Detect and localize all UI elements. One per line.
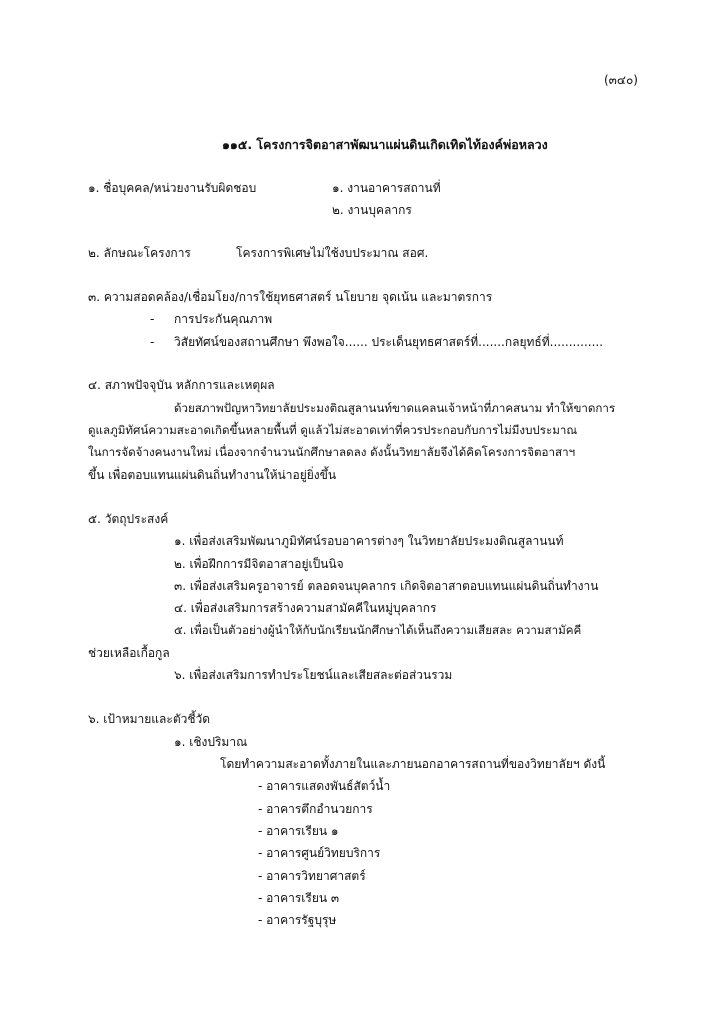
paragraph-line: ด้วยสภาพปัญหาวิทยาลัยประมงติณสูลานนท์ขาดแคลนเจ้าหน้าที่ภาคสนาม ทำให้ขาดการ (174, 401, 616, 415)
objective-item: ๖. เพื่อส่งเสริมการทำประโยชน์และเสียสละต่อส่วนรวม (174, 668, 453, 682)
section-2-value: โครงการพิเศษไม่ใช้งบประมาณ สอศ. (236, 246, 429, 260)
building-list-item: - อาคารเรียน ๑ (258, 824, 339, 838)
building-list-item: - อาคารตึกอำนวยการ (258, 802, 373, 816)
section-1-item: ๑. งานอาคารสถานที่ (332, 181, 441, 195)
objective-item: ๓. เพื่อส่งเสริมครูอาจารย์ ตลอดจนบุคลากร เกิดจิตอาสาตอบแทนแผ่นดินถิ่นทำงาน (174, 579, 599, 593)
bullet-dash: - (150, 335, 155, 349)
building-list-item: - อาคารแสดงพันธ์สัตว์น้ำ (258, 779, 391, 793)
section-3-item: วิสัยทัศน์ของสถานศึกษา พึงพอใจ...... ประเด็นยุทธศาสตร์ที่.......กลยุทธ์ที่.............. (174, 335, 604, 349)
section-6-subheading: ๑. เชิงปริมาณ (174, 735, 248, 749)
bullet-dash: - (150, 312, 155, 326)
section-4-heading: ๔. สภาพปัจจุบัน หลักการและเหตุผล (88, 378, 275, 392)
section-6-heading: ๖. เป้าหมายและตัวชี้วัด (88, 712, 211, 726)
section-6-description: โดยทำความสะอาดทั้งภายในและภายนอกอาคารสถานที่ของวิทยาลัยฯ ดังนี้ (220, 757, 606, 771)
paragraph-line: ในการจัดจ้างคนงานใหม่ เนื่องจากจำนวนนักศึกษาลดลง ดังนั้นวิทยาลัยจึงได้คิดโครงการจิตอาสาฯ (88, 445, 576, 459)
section-1-item: ๒. งานบุคลากร (332, 203, 412, 217)
objective-item-continuation: ช่วยเหลือเกื้อกูล (88, 646, 170, 660)
building-list-item: - อาคารศูนย์วิทยบริการ (258, 846, 381, 860)
paragraph-line: ขึ้น เพื่อตอบแทนแผ่นดินถิ่นทำงานให้น่าอยู่ยิ่งขึ้น (88, 468, 337, 482)
objective-item: ๔. เพื่อส่งเสริมการสร้างความสามัคคีในหมู่บุคลากร (174, 601, 437, 615)
paragraph-line: ดูแลภูมิทัศน์ความสะอาดเกิดขึ้นหลายพื้นที่ ดูแล้วไม่สะอาดเท่าที่ควรประกอบกับการไม่มีงบประมาณ (88, 423, 578, 437)
page-number: (๓๔๐) (604, 73, 638, 87)
page-title: ๑๑๕. โครงการจิตอาสาพัฒนาแผ่นดินเกิดเทิดไท้องค์พ่อหลวง (222, 137, 548, 152)
section-3-heading: ๓. ความสอดคล้อง/เชื่อมโยง/การใช้ยุทธศาสตร์ นโยบาย จุดเน้น และมาตรการ (88, 290, 493, 304)
objective-item: ๕. เพื่อเป็นตัวอย่างผู้นำให้กับนักเรียนนักศึกษาได้เห็นถึงความเสียสละ ความสามัคคี (174, 623, 582, 637)
section-5-heading: ๕. วัตถุประสงค์ (88, 512, 169, 526)
objective-item: ๑. เพื่อส่งเสริมพัฒนาภูมิทัศน์รอบอาคารต่างๆ ในวิทยาลัยประมงติณสูลานนท์ (174, 534, 564, 548)
objective-item: ๒. เพื่อฝึกการมีจิตอาสาอยู่เป็นนิจ (174, 557, 344, 571)
building-list-item: - อาคารรัฐบุรุษ (258, 913, 337, 927)
section-2-heading: ๒. ลักษณะโครงการ (88, 246, 191, 260)
building-list-item: - อาคารเรียน ๓ (258, 891, 340, 905)
section-1-heading: ๑. ชื่อบุคคล/หน่วยงานรับผิดชอบ (88, 181, 257, 195)
section-3-item: การประกันคุณภาพ (174, 312, 273, 326)
building-list-item: - อาคารวิทยาศาสตร์ (258, 869, 366, 883)
